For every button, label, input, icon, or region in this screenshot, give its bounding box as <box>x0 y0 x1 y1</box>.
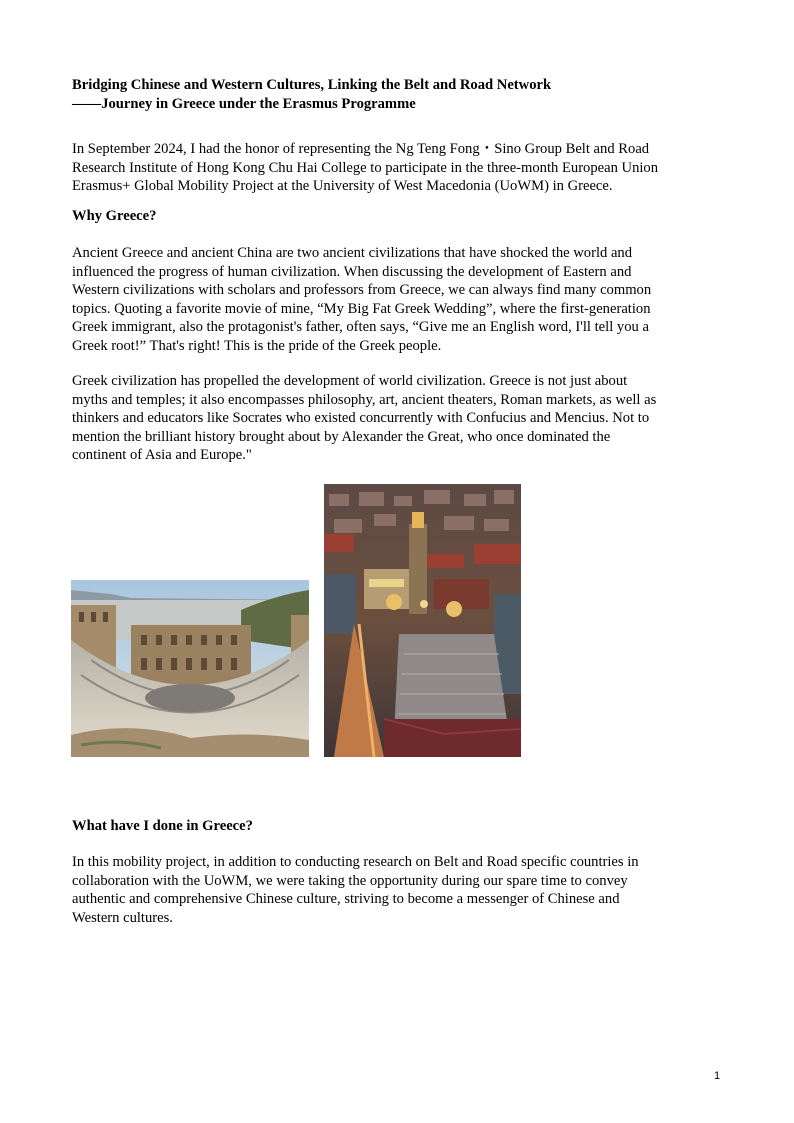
page-number: 1 <box>714 1070 721 1082</box>
what-done-paragraph <box>72 853 732 927</box>
paragraph-line: Western civilizations with scholars and professors from Greece, we can always find many common <box>72 282 652 299</box>
section-heading-why-greece: Why Greece? <box>72 208 157 224</box>
ancient-theater-illustration <box>71 580 309 757</box>
title-line-1: Bridging Chinese and Western Cultures, Linking the Belt and Road Network <box>72 77 552 93</box>
city-square-illustration <box>324 484 521 757</box>
paragraph-line: Ancient Greece and ancient China are two ancient civilizations that have shocked the world and <box>72 245 633 261</box>
intro-line: In September 2024, I had the honor of representing the Ng Teng Fong・Sino Group Belt and Road <box>72 141 650 157</box>
why-greece-paragraph-2 <box>72 372 732 465</box>
paragraph-line: myths and temples; it also encompasses philosophy, art, ancient theaters, Roman markets, as well as <box>72 391 657 408</box>
paragraph-line: Greek immigrant, also the protagonist's father, often says, “Give me an English word, I'll tell you a <box>72 319 649 336</box>
paragraph-line: continent of Asia and Europe." <box>72 447 252 464</box>
document-title <box>72 76 732 113</box>
intro-line: Erasmus+ Global Mobility Project at the University of West Macedonia (UoWM) in Greece. <box>72 178 613 195</box>
paragraph-line: Greek root!” That's right! This is the pride of the Greek people. <box>72 337 442 354</box>
paragraph-line: Greek civilization has propelled the development of world civilization. Greece is not just about <box>72 373 628 389</box>
paragraph-line: In this mobility project, in addition to conducting research on Belt and Road specific countries in <box>72 854 639 870</box>
paragraph-line: topics. Quoting a favorite movie of mine, “My Big Fat Greek Wedding”, where the first-generation <box>72 300 651 317</box>
paragraph-line: thinkers and educators like Socrates who existed concurrently with Confucius and Mencius. Not to <box>72 410 650 427</box>
paragraph-line: Western cultures. <box>72 909 173 926</box>
intro-line: Research Institute of Hong Kong Chu Hai College to participate in the three-month European Union <box>72 159 659 176</box>
paragraph-line: collaboration with the UoWM, we were taking the opportunity during our spare time to convey <box>72 872 628 889</box>
title-line-2: ——Journey in Greece under the Erasmus Programme <box>72 95 416 112</box>
city-square-night-photo <box>324 484 521 757</box>
paragraph-line: influenced the progress of human civilization. When discussing the development of Eastern and <box>72 263 632 280</box>
section-heading-what-done: What have I done in Greece? <box>72 818 253 834</box>
paragraph-line: authentic and comprehensive Chinese culture, striving to become a messenger of Chinese and <box>72 891 620 908</box>
paragraph-line: mention the brilliant history brought about by Alexander the Great, who once dominated the <box>72 428 611 445</box>
why-greece-paragraph-1 <box>72 244 732 356</box>
ancient-theater-photo <box>71 580 309 757</box>
intro-paragraph <box>72 140 732 196</box>
